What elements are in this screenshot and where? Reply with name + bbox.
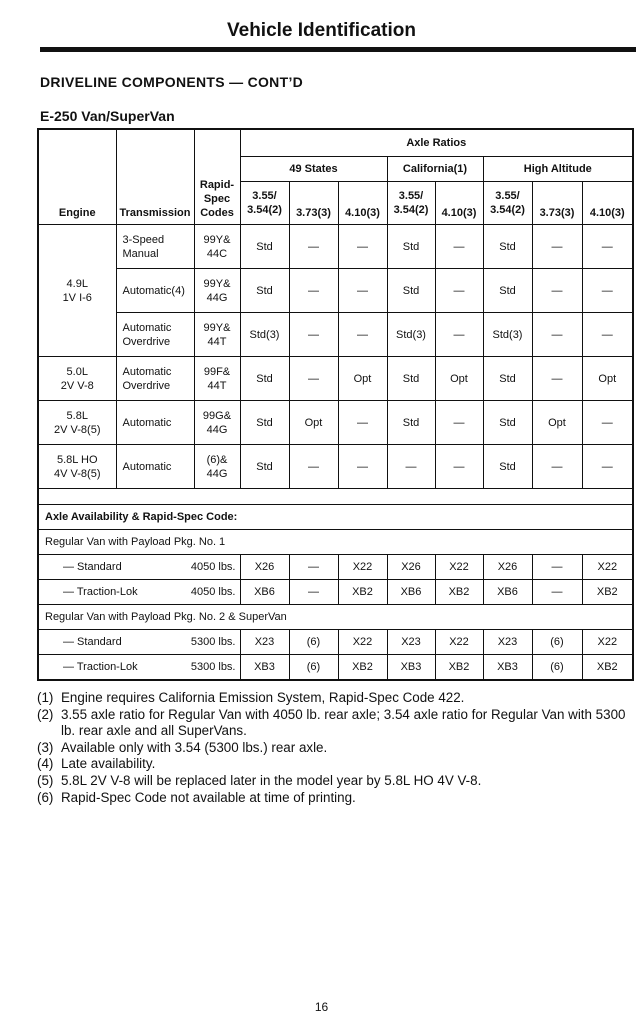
code-value-cell: XB2 [338, 655, 387, 681]
ratio-header: 3.73(3) [532, 182, 582, 225]
table-row [38, 313, 633, 357]
group-label: Regular Van with Payload Pkg. No. 2 & SuperVan [38, 605, 633, 630]
ratio-cell: — [289, 445, 338, 489]
availability-label-cell [38, 580, 240, 605]
footnote [37, 690, 637, 707]
code-cell: 99Y& 44T [194, 313, 240, 357]
footnote-text: Rapid-Spec Code not available at time of printing. [61, 789, 356, 805]
ratio-cell: — [338, 401, 387, 445]
availability-title: Axle Availability & Rapid-Spec Code: [38, 505, 633, 530]
footnote [37, 707, 637, 740]
header-rapid-spec-codes [194, 129, 240, 225]
code-value-cell: XB3 [387, 655, 435, 681]
code-value-cell: XB2 [582, 580, 633, 605]
footnote-number: (1) [37, 690, 54, 705]
ratio-cell: — [435, 445, 483, 489]
code-value-cell: (6) [289, 655, 338, 681]
axle-weight: 4050 lbs. [190, 561, 236, 573]
code-cell: 99Y& 44G [194, 269, 240, 313]
ratio-cell: — [289, 225, 338, 269]
ratio-cell: Std [240, 357, 289, 401]
code-value-cell: (6) [532, 655, 582, 681]
ratio-cell: — [338, 225, 387, 269]
ratio-cell: Std(3) [483, 313, 532, 357]
code-value-cell: — [532, 555, 582, 580]
driveline-table [37, 128, 634, 681]
spacer-cell [38, 489, 633, 505]
group-label: Regular Van with Payload Pkg. No. 1 [38, 530, 633, 555]
ratio-cell: — [435, 269, 483, 313]
section-title: DRIVELINE COMPONENTS — CONT’D [40, 74, 304, 90]
ratio-cell: Std [240, 269, 289, 313]
ratio-cell: — [532, 313, 582, 357]
code-cell: (6)& 44G [194, 445, 240, 489]
code-value-cell: X26 [483, 555, 532, 580]
header-transmission: Transmission [116, 129, 194, 225]
ratio-header: 4.10(3) [338, 182, 387, 225]
code-value-cell: X23 [387, 630, 435, 655]
code-value-cell: X23 [483, 630, 532, 655]
ratio-cell: Opt [532, 401, 582, 445]
axle-weight: 5300 lbs. [190, 661, 236, 673]
spacer-row [38, 489, 633, 505]
code-value-cell: X22 [582, 555, 633, 580]
code-value-cell: XB6 [483, 580, 532, 605]
header-california: California(1) [387, 157, 483, 182]
code-value-cell: XB2 [435, 655, 483, 681]
ratio-cell: — [532, 225, 582, 269]
ratio-cell: Opt [582, 357, 633, 401]
availability-label [45, 635, 238, 649]
table-row [38, 580, 633, 605]
ratio-cell: — [582, 445, 633, 489]
ratio-cell: — [435, 313, 483, 357]
ratio-cell: Std [240, 401, 289, 445]
ratio-cell: Std [387, 269, 435, 313]
code-value-cell: X26 [387, 555, 435, 580]
availability-label [45, 660, 238, 674]
ratio-cell: Std [387, 225, 435, 269]
engine-cell: 5.8L HO 4V V-8(5) [38, 445, 116, 489]
ratio-header: 3.55/ 3.54(2) [240, 182, 289, 225]
transmission-cell: Automatic [116, 445, 194, 489]
table-row [38, 269, 633, 313]
ratio-header: 4.10(3) [582, 182, 633, 225]
transmission-cell: Automatic [116, 401, 194, 445]
transmission-cell: Automatic Overdrive [116, 313, 194, 357]
footnote [37, 790, 637, 807]
code-value-cell: — [289, 555, 338, 580]
engine-cell: 4.9L 1V I-6 [38, 225, 116, 357]
ratio-cell: — [338, 313, 387, 357]
transmission-cell: 3-Speed Manual [116, 225, 194, 269]
ratio-cell: — [289, 357, 338, 401]
footnote-text: Late availability. [61, 756, 156, 772]
ratio-header: 3.73(3) [289, 182, 338, 225]
ratio-cell: Opt [289, 401, 338, 445]
ratio-cell: — [289, 269, 338, 313]
code-value-cell: X22 [582, 630, 633, 655]
table-row [38, 225, 633, 269]
code-cell: 99Y& 44C [194, 225, 240, 269]
footnote-number: (6) [37, 789, 54, 805]
footnotes [37, 690, 637, 806]
footnote-number: (5) [37, 772, 54, 788]
ratio-cell: — [387, 445, 435, 489]
ratio-cell: — [582, 401, 633, 445]
code-value-cell: XB6 [240, 580, 289, 605]
code-value-cell: XB3 [483, 655, 532, 681]
table-row [38, 555, 633, 580]
code-value-cell: X22 [435, 630, 483, 655]
table-row [38, 357, 633, 401]
axle-weight: 5300 lbs. [190, 636, 236, 648]
ratio-cell: — [435, 225, 483, 269]
ratio-cell: — [582, 225, 633, 269]
footnote-text: Engine requires California Emission System, Rapid-Spec Code 422. [61, 690, 465, 705]
footnote-text: Available only with 3.54 (5300 lbs.) rear axle. [61, 739, 328, 755]
footnote [37, 756, 637, 773]
code-value-cell: X22 [338, 555, 387, 580]
ratio-cell: — [532, 269, 582, 313]
ratio-cell: Std [483, 401, 532, 445]
ratio-cell: — [289, 313, 338, 357]
page-number: 16 [314, 1000, 329, 1014]
code-value-cell: X26 [240, 555, 289, 580]
code-value-cell: XB6 [387, 580, 435, 605]
code-value-cell: (6) [289, 630, 338, 655]
availability-label-cell [38, 555, 240, 580]
footnote-number: (4) [37, 756, 54, 772]
availability-label-cell [38, 630, 240, 655]
availability-label [45, 585, 238, 599]
footnote-text: 5.8L 2V V-8 will be replaced later in the model year by 5.8L HO 4V V-8. [61, 772, 482, 788]
availability-label [45, 560, 238, 574]
header-codes-line-1: Rapid- [199, 179, 235, 191]
ratio-cell: Std(3) [240, 313, 289, 357]
ratio-cell: — [338, 269, 387, 313]
table-row [38, 445, 633, 489]
ratio-header: 3.55/ 3.54(2) [387, 182, 435, 225]
header-axle-ratios: Axle Ratios [240, 129, 633, 157]
engine-cell: 5.8L 2V V-8(5) [38, 401, 116, 445]
ratio-cell: Std(3) [387, 313, 435, 357]
code-value-cell: X22 [435, 555, 483, 580]
ratio-cell: Std [483, 445, 532, 489]
header-49-states: 49 States [240, 157, 387, 182]
code-value-cell: XB3 [240, 655, 289, 681]
axle-type: — Standard [63, 636, 122, 648]
table-row [38, 401, 633, 445]
header-engine: Engine [38, 129, 116, 225]
ratio-cell: — [435, 401, 483, 445]
group-row [38, 605, 633, 630]
ratio-cell: Std [483, 269, 532, 313]
footnote-number: (2) [37, 706, 54, 722]
footnote [37, 773, 637, 790]
ratio-cell: Opt [435, 357, 483, 401]
code-value-cell: XB2 [338, 580, 387, 605]
code-value-cell: XB2 [435, 580, 483, 605]
axle-type: — Traction-Lok [63, 661, 138, 673]
page-title: Vehicle Identification [227, 20, 416, 41]
ratio-cell: Std [240, 445, 289, 489]
code-cell: 99G& 44G [194, 401, 240, 445]
code-value-cell: XB2 [582, 655, 633, 681]
code-value-cell: X22 [338, 630, 387, 655]
group-row [38, 530, 633, 555]
ratio-cell: Std [387, 357, 435, 401]
header-codes-line-2: Spec [203, 193, 231, 205]
transmission-cell: Automatic Overdrive [116, 357, 194, 401]
header-high-altitude: High Altitude [483, 157, 633, 182]
ratio-cell: — [582, 313, 633, 357]
ratio-header: 3.55/ 3.54(2) [483, 182, 532, 225]
code-value-cell: — [532, 580, 582, 605]
table-row [38, 630, 633, 655]
engine-cell: 5.0L 2V V-8 [38, 357, 116, 401]
axle-weight: 4050 lbs. [190, 586, 236, 598]
ratio-cell: — [532, 445, 582, 489]
code-value-cell: (6) [532, 630, 582, 655]
availability-label-cell [38, 655, 240, 681]
table-title: E-250 Van/SuperVan [40, 108, 175, 124]
ratio-cell: — [582, 269, 633, 313]
code-cell: 99F& 44T [194, 357, 240, 401]
footnote [37, 740, 637, 757]
code-value-cell: — [289, 580, 338, 605]
ratio-cell: Std [387, 401, 435, 445]
header-rule [40, 47, 636, 52]
ratio-cell: Std [483, 357, 532, 401]
transmission-cell: Automatic(4) [116, 269, 194, 313]
footnote-text: 3.55 axle ratio for Regular Van with 4050 lb. rear axle; 3.54 axle ratio for Regular Van with 5300 lb. rear axle and all SuperVans. [61, 706, 626, 739]
availability-title-row [38, 505, 633, 530]
code-value-cell: X23 [240, 630, 289, 655]
ratio-cell: Std [483, 225, 532, 269]
table-row [38, 655, 633, 681]
ratio-header: 4.10(3) [435, 182, 483, 225]
ratio-cell: — [532, 357, 582, 401]
footnote-number: (3) [37, 739, 54, 755]
header-codes-line-3: Codes [200, 207, 234, 219]
axle-type: — Standard [63, 561, 122, 573]
ratio-cell: Std [240, 225, 289, 269]
ratio-cell: Opt [338, 357, 387, 401]
axle-type: — Traction-Lok [63, 586, 138, 598]
ratio-cell: — [338, 445, 387, 489]
